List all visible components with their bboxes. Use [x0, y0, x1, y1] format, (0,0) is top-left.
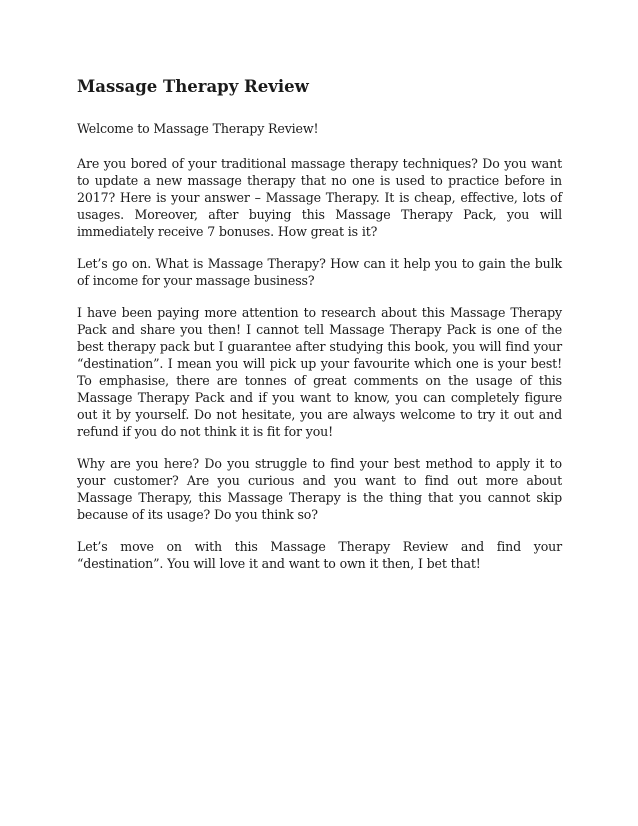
paragraph-lets-go-on: Let’s go on. What is Massage Therapy? How can it help you to gain the bulk of income for your massage business?: [77, 256, 562, 288]
paragraph-research: I have been paying more attention to research about this Massage Therapy Pack and share you then! I cannot tell Massage Therapy Pack is one of the best therapy pack but I guarantee after studying this book, you will find your “destination”. I mean you will pick up your favourite which one is your best! To emphasise, there are tonnes of great comments on the usage of this Massage Therapy Pack and if you want to know, you can completely figure out it by yourself. Do not hesitate, you are always welcome to try it out and refund if you do not think it is fit for you!: [77, 305, 562, 439]
paragraph-move-on: Let’s move on with this Massage Therapy Review and find your “destination”. You will love it and want to own it then, I bet that!: [77, 539, 562, 571]
paragraph-intro-question: Are you bored of your traditional massage therapy techniques? Do you want to update a new massage therapy that no one is used to practice before in 2017? Here is your answer – Massage Therapy. It is cheap, effective, lots of usages. Moreover, after buying this Massage Therapy Pack, you will immediately receive 7 bonuses. How great is it?: [77, 156, 562, 239]
document-title: Massage Therapy Review: [77, 77, 309, 96]
document-body: [77, 76, 562, 587]
paragraph-why-here: Why are you here? Do you struggle to find your best method to apply it to your customer? Are you curious and you want to find out more about Massage Therapy, this Massage Therapy is the thing that you cannot skip because of its usage? Do you think so?: [77, 456, 562, 522]
paragraph-welcome: Welcome to Massage Therapy Review!: [77, 121, 319, 136]
